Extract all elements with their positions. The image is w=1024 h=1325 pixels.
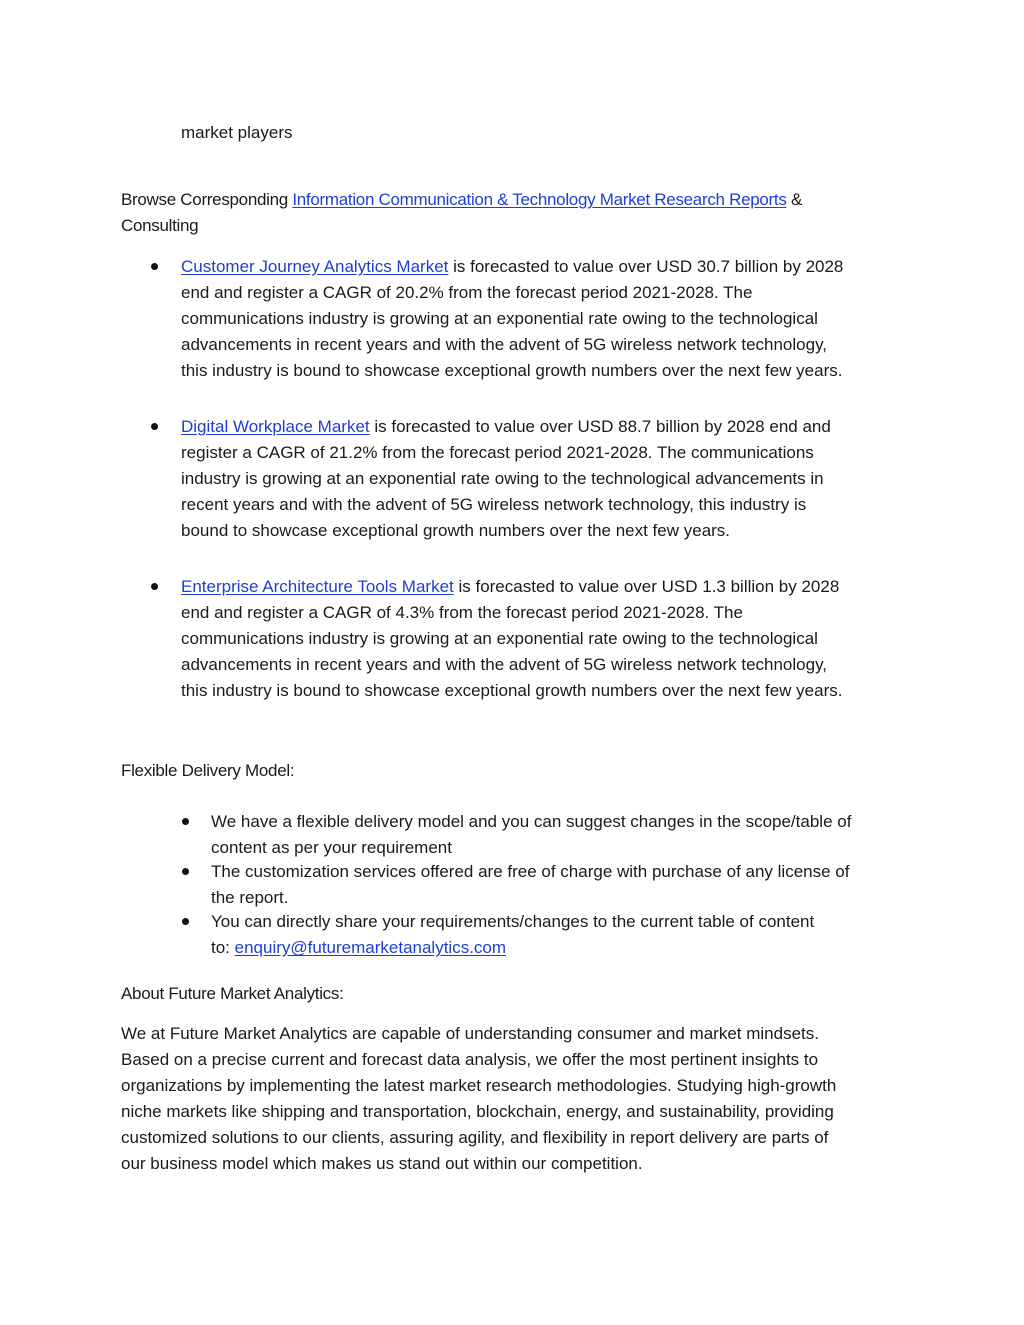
market-text-line: end and register a CAGR of 4.3% from the forecast period 2021-2028. The (181, 603, 743, 622)
about-text-line: niche markets like shipping and transportation, blockchain, energy, and sustainability, providing (121, 1102, 834, 1121)
about-text-line: organizations by implementing the latest market research methodologies. Studying high-growth (121, 1076, 837, 1095)
browse-suffix: & (786, 190, 802, 209)
customer-journey-analytics-link[interactable]: Customer Journey Analytics Market (181, 257, 449, 276)
bullet-icon (151, 423, 158, 430)
delivery-heading: Flexible Delivery Model: (121, 761, 295, 780)
delivery-text-line: content as per your requirement (211, 838, 452, 857)
browse-heading (121, 187, 802, 213)
market-text-line: is forecasted to value over USD 88.7 billion by 2028 end and (369, 417, 831, 436)
market-item-digital-workplace (181, 414, 831, 544)
delivery-text-line: the report. (211, 888, 289, 907)
market-item-customer-journey (181, 254, 843, 384)
market-text-line: communications industry is growing at an exponential rate owing to the technological (181, 309, 818, 328)
about-text-line: our business model which makes us stand out within our competition. (121, 1154, 643, 1173)
delivery-text-line: You can directly share your requirements/changes to the current table of content (211, 912, 815, 931)
digital-workplace-link[interactable]: Digital Workplace Market (181, 417, 370, 436)
market-text-line: advancements in recent years and with the advent of 5G wireless network technology, (181, 335, 828, 354)
market-text-line: communications industry is growing at an exponential rate owing to the technological (181, 629, 818, 648)
browse-heading-line2: Consulting (121, 216, 199, 235)
enquiry-email-link[interactable]: enquiry@futuremarketanalytics.com (234, 938, 507, 957)
market-item-enterprise-architecture (181, 574, 842, 704)
bullet-icon (182, 868, 189, 875)
bullet-icon (182, 918, 189, 925)
market-text-line: advancements in recent years and with the advent of 5G wireless network technology, (181, 655, 828, 674)
market-text-line: industry is growing at an exponential rate owing to the technological advancements in (181, 469, 824, 488)
delivery-text-line: to: (211, 938, 235, 957)
about-paragraph (121, 1021, 836, 1177)
market-text-line: this industry is bound to showcase exceptional growth numbers over the next few years. (181, 681, 843, 700)
market-text-line: end and register a CAGR of 20.2% from the forecast period 2021-2028. The (181, 283, 753, 302)
delivery-item-share (211, 909, 814, 961)
delivery-item-flexible (211, 809, 851, 861)
about-text-line: Based on a precise current and forecast data analysis, we offer the most pertinent insights to (121, 1050, 819, 1069)
bullet-icon (151, 263, 158, 270)
market-text-line: is forecasted to value over USD 30.7 billion by 2028 (448, 257, 844, 276)
delivery-text-line: We have a flexible delivery model and you can suggest changes in the scope/table of (211, 812, 852, 831)
about-heading: About Future Market Analytics: (121, 984, 344, 1003)
bullet-icon (151, 583, 158, 590)
market-text-line: recent years and with the advent of 5G wireless network technology, this industry is (181, 495, 807, 514)
bullet-icon (182, 818, 189, 825)
about-text-line: customized solutions to our clients, assuring agility, and flexibility in report delivery are parts of (121, 1128, 829, 1147)
market-text-line: is forecasted to value over USD 1.3 billion by 2028 (453, 577, 840, 596)
ict-reports-link[interactable]: Information Communication & Technology Market Research Reports (292, 190, 787, 209)
continued-text: market players (181, 123, 293, 142)
market-text-line: bound to showcase exceptional growth numbers over the next few years. (181, 521, 731, 540)
about-text-line: We at Future Market Analytics are capable of understanding consumer and market mindsets. (121, 1024, 819, 1043)
enterprise-architecture-tools-link[interactable]: Enterprise Architecture Tools Market (181, 577, 454, 596)
browse-prefix: Browse Corresponding (121, 190, 293, 209)
delivery-item-customization (211, 859, 849, 911)
market-text-line: register a CAGR of 21.2% from the forecast period 2021-2028. The communications (181, 443, 814, 462)
delivery-text-line: The customization services offered are free of charge with purchase of any license of (211, 862, 850, 881)
market-text-line: this industry is bound to showcase exceptional growth numbers over the next few years. (181, 361, 843, 380)
